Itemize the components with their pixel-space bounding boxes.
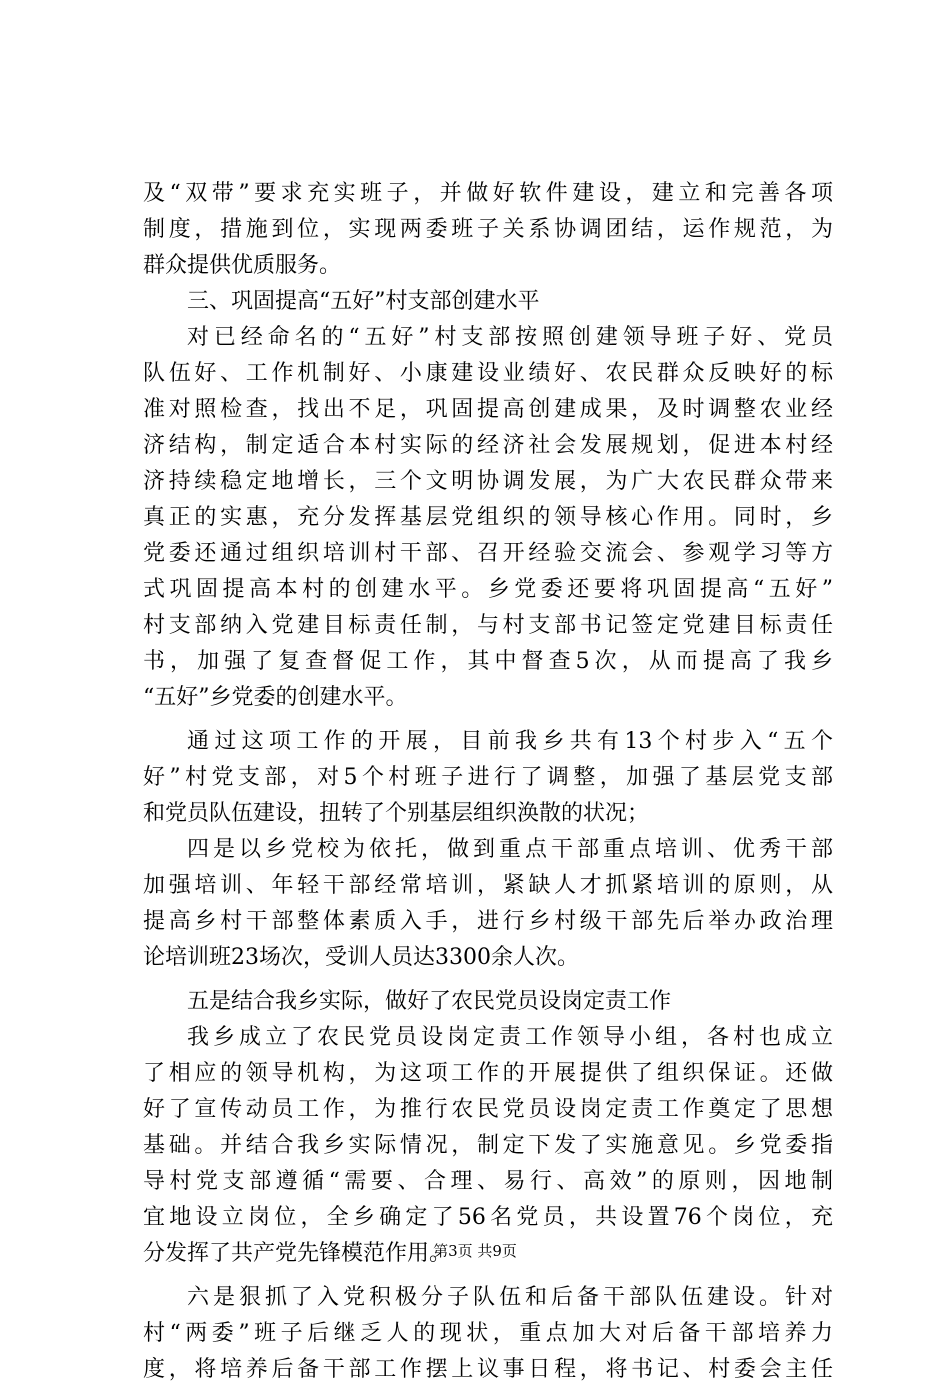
text-line: 宜地设立岗位，全乡确定了56名党员，共设置76个岗位，充 bbox=[143, 1205, 833, 1230]
text-line: 制度，措施到位，实现两委班子关系协调团结，运作规范，为 bbox=[143, 217, 833, 242]
text-line: 五是结合我乡实际，做好了农民党员设岗定责工作 bbox=[187, 989, 672, 1014]
text-line: 三、巩固提高“五好”村支部创建水平 bbox=[187, 289, 540, 314]
text-line: 六是狠抓了入党积极分子队伍和后备干部队伍建设。针对 bbox=[187, 1285, 833, 1310]
text-line: 准对照检查，找出不足，巩固提高创建成果，及时调整农业经 bbox=[143, 397, 833, 422]
text-line: 加强培训、年轻干部经常培训，紧缺人才抓紧培训的原则，从 bbox=[143, 873, 833, 898]
text-line: 书，加强了复查督促工作，其中督查5次，从而提高了我乡 bbox=[143, 649, 833, 674]
text-line: 式巩固提高本村的创建水平。乡党委还要将巩固提高“五好” bbox=[143, 577, 833, 602]
document-body bbox=[143, 176, 833, 1388]
text-line: 论培训班23场次，受训人员达3300余人次。 bbox=[143, 945, 579, 970]
text-line: 及“双带”要求充实班子，并做好软件建设，建立和完善各项 bbox=[143, 181, 833, 206]
text-line: 党委还通过组织培训村干部、召开经验交流会、参观学习等方 bbox=[143, 541, 833, 566]
text-line: 我乡成立了农民党员设岗定责工作领导小组，各村也成立 bbox=[187, 1025, 833, 1050]
text-line: 村支部纳入党建目标责任制，与村支部书记签定党建目标责任 bbox=[143, 613, 833, 638]
text-line: 真正的实惠，充分发挥基层党组织的领导核心作用。同时，乡 bbox=[143, 505, 833, 530]
text-line: 好了宣传动员工作，为推行农民党员设岗定责工作奠定了思想 bbox=[143, 1097, 833, 1122]
text-line: 群众提供优质服务。 bbox=[143, 253, 342, 278]
text-line: 济持续稳定地增长，三个文明协调发展，为广大农民群众带来 bbox=[143, 469, 833, 494]
text-line: 村“两委”班子后继乏人的现状，重点加大对后备干部培养力 bbox=[143, 1321, 833, 1346]
text-line: 分发挥了共产党先锋模范作用。 bbox=[143, 1241, 452, 1266]
page-footer: 第3页 共9页 bbox=[433, 1242, 517, 1260]
text-line: 导村党支部遵循“需要、合理、易行、高效”的原则，因地制 bbox=[143, 1169, 833, 1194]
paragraph-gap bbox=[143, 1272, 833, 1280]
text-line: 队伍好、工作机制好、小康建设业绩好、农民群众反映好的标 bbox=[143, 361, 833, 386]
text-line: 提高乡村干部整体素质入手，进行乡村级干部先后举办政治理 bbox=[143, 909, 833, 934]
text-line: 和党员队伍建设，扭转了个别基层组织涣散的状况； bbox=[143, 801, 650, 826]
text-line: 好”村党支部，对5个村班子进行了调整，加强了基层党支部 bbox=[143, 765, 833, 790]
paragraph-gap bbox=[143, 716, 833, 724]
text-line: 度，将培养后备干部工作摆上议事日程，将书记、村委会主任 bbox=[143, 1357, 833, 1382]
text-line: 对已经命名的“五好”村支部按照创建领导班子好、党员 bbox=[187, 325, 833, 350]
text-line: 通过这项工作的开展，目前我乡共有13个村步入“五个 bbox=[187, 729, 833, 754]
paragraph-gap bbox=[143, 976, 833, 984]
text-line: “五好”乡党委的创建水平。 bbox=[143, 685, 408, 710]
text-line: 基础。并结合我乡实际情况，制定下发了实施意见。乡党委指 bbox=[143, 1133, 833, 1158]
text-line: 了相应的领导机构，为这项工作的开展提供了组织保证。还做 bbox=[143, 1061, 833, 1086]
text-line: 四是以乡党校为依托，做到重点干部重点培训、优秀干部 bbox=[187, 837, 833, 862]
text-line: 济结构，制定适合本村实际的经济社会发展规划，促进本村经 bbox=[143, 433, 833, 458]
